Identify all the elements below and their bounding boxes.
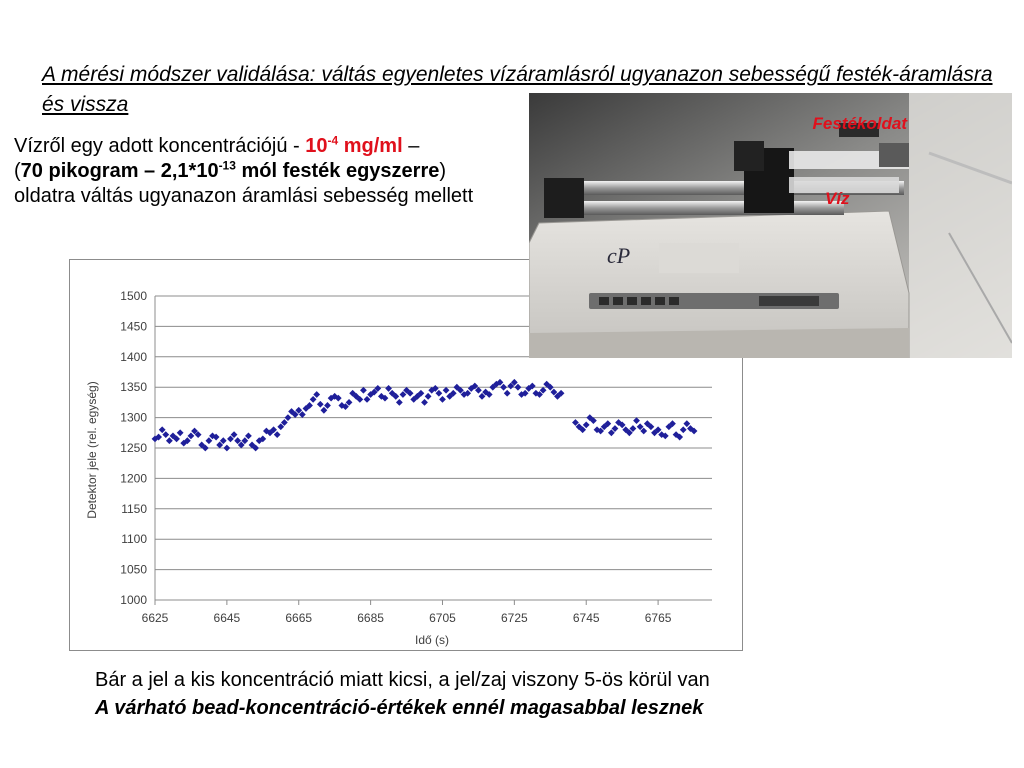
- data-point: [385, 385, 392, 392]
- y-axis-label: Detektor jele (rel. egység): [85, 381, 99, 519]
- x-tick-label: 6705: [429, 611, 456, 625]
- data-point: [504, 390, 511, 397]
- data-point: [360, 387, 367, 394]
- data-point: [313, 391, 320, 398]
- concentration-unit: mg/ml: [338, 135, 403, 157]
- intro-text: [14, 134, 524, 209]
- data-point: [274, 431, 281, 438]
- data-point: [324, 402, 331, 409]
- data-point: [166, 437, 173, 444]
- amount-exponent: -13: [218, 158, 236, 173]
- data-point: [188, 432, 195, 439]
- data-point: [500, 384, 507, 391]
- data-point: [223, 445, 230, 452]
- dye-solution-label: Festékoldat: [812, 114, 907, 133]
- data-point: [159, 426, 166, 433]
- data-point: [245, 432, 252, 439]
- x-tick-label: 6685: [357, 611, 384, 625]
- data-point: [425, 393, 432, 400]
- x-tick-label: 6625: [141, 611, 169, 625]
- amount-a: 70 pikogram – 2,1*10: [20, 160, 219, 182]
- data-point: [320, 407, 327, 414]
- paren-open: (: [14, 160, 21, 182]
- y-tick-label: 1400: [120, 349, 147, 364]
- y-tick-label: 1500: [120, 289, 147, 303]
- data-point: [177, 429, 184, 436]
- concentration-base: 10: [305, 135, 328, 157]
- syringe-pump-photo: [529, 93, 1012, 358]
- y-tick-label: 1050: [120, 562, 147, 577]
- data-point: [364, 396, 371, 403]
- y-tick-label: 1150: [121, 501, 147, 516]
- y-tick-label: 1200: [120, 471, 147, 486]
- data-point: [396, 399, 403, 406]
- data-point: [206, 437, 213, 444]
- y-tick-label: 1100: [121, 532, 147, 547]
- slide-title: A mérési módszer validálása: váltás egyenletes vízáramlásról ugyanazon sebességű festék-áramlásra és vissza: [42, 63, 993, 116]
- data-point: [421, 399, 428, 406]
- y-tick-label: 1350: [120, 380, 147, 395]
- data-point: [633, 417, 640, 424]
- syringe-pump-illustration: [529, 93, 1012, 358]
- intro-part2: –: [402, 135, 420, 157]
- data-point: [162, 431, 169, 438]
- x-tick-label: 6745: [572, 611, 600, 625]
- data-point: [285, 414, 292, 421]
- water-label: Víz: [825, 189, 850, 208]
- x-tick-label: 6765: [644, 611, 672, 625]
- x-tick-label: 6725: [501, 611, 528, 625]
- data-point: [310, 396, 317, 403]
- data-point: [583, 421, 590, 428]
- intro-part3: oldatra váltás ugyanazon áramlási sebesség mellett: [14, 185, 474, 207]
- data-point: [443, 387, 450, 394]
- data-point: [435, 390, 442, 397]
- amount-text: [21, 160, 440, 182]
- data-point: [515, 384, 522, 391]
- y-tick-label: 1250: [120, 441, 147, 455]
- y-tick-label: 1300: [120, 410, 147, 425]
- data-point: [439, 396, 446, 403]
- footer-line-2: A várható bead-koncentráció-értékek ennél magasabbal lesznek: [95, 697, 704, 719]
- intro-part1: Vízről egy adott koncentrációjú -: [14, 135, 306, 157]
- x-tick-label: 6645: [213, 611, 241, 625]
- amount-b: mól festék egyszerre: [235, 160, 440, 182]
- footer-text: [95, 666, 995, 722]
- concentration-exponent: -4: [327, 133, 339, 148]
- y-tick-label: 1450: [120, 319, 147, 334]
- concentration-value: [305, 135, 402, 157]
- x-tick-label: 6665: [285, 611, 313, 625]
- x-axis-label: Idő (s): [414, 633, 450, 647]
- data-point: [683, 420, 690, 427]
- footer-line-1: Bár a jel a kis koncentráció miatt kicsi, a jel/zaj viszony 5-ös körül van: [95, 669, 710, 691]
- svg-text:cP: cP: [607, 243, 631, 268]
- data-point: [680, 426, 687, 433]
- paren-close: ): [439, 160, 447, 182]
- y-tick-label: 1000: [120, 593, 147, 607]
- data-point: [317, 401, 324, 408]
